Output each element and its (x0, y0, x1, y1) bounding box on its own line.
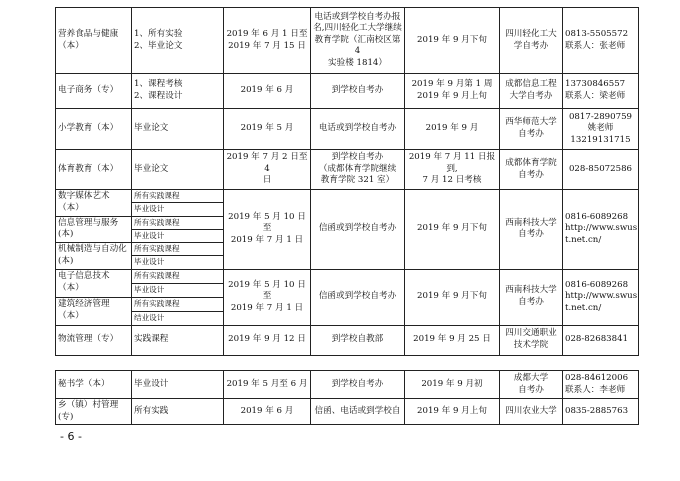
table-row (56, 109, 639, 150)
courses-cell: 毕业设计 (132, 283, 224, 297)
contact-cell: 028-84612006 联系人：李老师 (563, 371, 639, 399)
major-cell: 小学教育（本） (56, 109, 132, 150)
school-cell: 西南科技大学 自考办 (500, 269, 563, 325)
exam-time-cell: 2019 年 9 月初 (405, 371, 500, 399)
major-cell: 乡（镇）村管理(专) (56, 399, 132, 425)
contact-cell: 0816-6089268 http://www.swus t.net.cn/ (563, 190, 639, 270)
school-cell: 成都体育学院 自考办 (500, 150, 563, 190)
courses-cell: 毕业设计 (132, 203, 224, 216)
reg-time-cell: 2019 年 5 月 (224, 109, 311, 150)
table-row (56, 150, 639, 190)
major-cell: 数字媒体艺术（本） (56, 190, 132, 217)
reg-time-cell: 2019 年 5 月 10 日至 2019 年 7 月 1 日 (224, 190, 311, 270)
courses-cell: 所有实践课程 (132, 269, 224, 283)
reg-time-cell: 2019 年 7 月 2 日至 4 日 (224, 150, 311, 190)
courses-cell: 毕业论文 (132, 109, 224, 150)
school-cell: 四川农业大学 (500, 399, 563, 425)
courses-cell: 所有实践课程 (132, 216, 224, 229)
table-row (56, 190, 639, 203)
reg-method-cell: 信函、电话或到学校自 (311, 399, 405, 425)
school-cell: 四川交通职业 技术学院 (500, 325, 563, 355)
major-cell: 电子商务（专） (56, 74, 132, 109)
exam-time-cell: 2019 年 9 月下旬 (405, 190, 500, 270)
reg-method-cell: 到学校自教部 (311, 325, 405, 355)
reg-method-cell: 电话或到学校自考办 (311, 109, 405, 150)
exam-time-cell: 2019 年 9 月下旬 (405, 269, 500, 325)
contact-cell: 028-85072586 (563, 150, 639, 190)
exam-time-cell: 2019 年 9 月下旬 (405, 8, 500, 74)
major-cell: 机械制造与自动化(本) (56, 243, 132, 270)
contact-cell: 0813-5505572 联系人：张老师 (563, 8, 639, 74)
reg-time-cell: 2019 年 6 月 1 日至 2019 年 7 月 15 日 (224, 8, 311, 74)
school-cell: 成都大学 自考办 (500, 371, 563, 399)
major-cell: 电子信息技术（本） (56, 269, 132, 297)
contact-cell: 028-82683841 (563, 325, 639, 355)
major-cell: 建筑经济管理（本） (56, 297, 132, 325)
exam-time-cell: 2019 年 9 月第 1 周 2019 年 9 月上旬 (405, 74, 500, 109)
major-cell: 信息管理与服务(本) (56, 216, 132, 243)
school-cell: 成都信息工程 大学自考办 (500, 74, 563, 109)
contact-cell: 13730846557 联系人：梁老师 (563, 74, 639, 109)
major-cell: 体育教育（本） (56, 150, 132, 190)
school-cell: 西华师范大学 自考办 (500, 109, 563, 150)
table-row (56, 399, 639, 425)
exam-registration-table (55, 7, 639, 356)
exam-registration-table-continued (55, 370, 639, 425)
contact-cell: 0835-2885763 (563, 399, 639, 425)
reg-method-cell: 信函或到学校自考办 (311, 190, 405, 270)
major-cell: 秘书学（本） (56, 371, 132, 399)
reg-time-cell: 2019 年 5 月 10 日至 2019 年 7 月 1 日 (224, 269, 311, 325)
school-cell: 西南科技大学 自考办 (500, 190, 563, 270)
reg-time-cell: 2019 年 6 月 (224, 74, 311, 109)
courses-cell: 1、所有实验 2、毕业论文 (132, 8, 224, 74)
reg-method-cell: 信函或到学校自考办 (311, 269, 405, 325)
courses-cell: 所有实践课程 (132, 243, 224, 256)
reg-time-cell: 2019 年 6 月 (224, 399, 311, 425)
courses-cell: 毕业设计 (132, 256, 224, 269)
major-cell: 营养食品与健康（本） (56, 8, 132, 74)
exam-time-cell: 2019 年 9 月 25 日 (405, 325, 500, 355)
table-row (56, 8, 639, 74)
contact-cell: 0816-6089268 http://www.swus t.net.cn/ (563, 269, 639, 325)
courses-cell: 毕业设计 (132, 371, 224, 399)
reg-method-cell: 到学校自考办 (311, 371, 405, 399)
courses-cell: 所有实践 (132, 399, 224, 425)
courses-cell: 1、课程考核 2、课程设计 (132, 74, 224, 109)
major-cell: 物流管理（专） (56, 325, 132, 355)
reg-time-cell: 2019 年 5 月至 6 月 (224, 371, 311, 399)
reg-method-cell: 到学校自考办 (311, 74, 405, 109)
table-row (56, 269, 639, 283)
courses-cell: 所有实践课程 (132, 190, 224, 203)
courses-cell: 所有实践课程 (132, 297, 224, 311)
page-number: - 6 - (60, 430, 82, 443)
reg-time-cell: 2019 年 9 月 12 日 (224, 325, 311, 355)
courses-cell: 毕业论文 (132, 150, 224, 190)
reg-method-cell: 电话或到学校自考办报 名,四川轻化工大学继续 教育学院（汇南校区第 4 实验楼 1814） (311, 8, 405, 74)
exam-time-cell: 2019 年 9 月上旬 (405, 399, 500, 425)
contact-cell: 0817-2890759 姚老师 13219131715 (563, 109, 639, 150)
table-row (56, 371, 639, 399)
courses-cell: 结业设计 (132, 311, 224, 325)
table-row (56, 325, 639, 355)
exam-time-cell: 2019 年 9 月 (405, 109, 500, 150)
table-row (56, 74, 639, 109)
reg-method-cell: 到学校自考办 （成都体育学院继续 教育学院 321 室） (311, 150, 405, 190)
courses-cell: 实践课程 (132, 325, 224, 355)
exam-time-cell: 2019 年 7 月 11 日报到, 7 月 12 日考核 (405, 150, 500, 190)
courses-cell: 毕业设计 (132, 229, 224, 242)
school-cell: 四川轻化工大 学自考办 (500, 8, 563, 74)
